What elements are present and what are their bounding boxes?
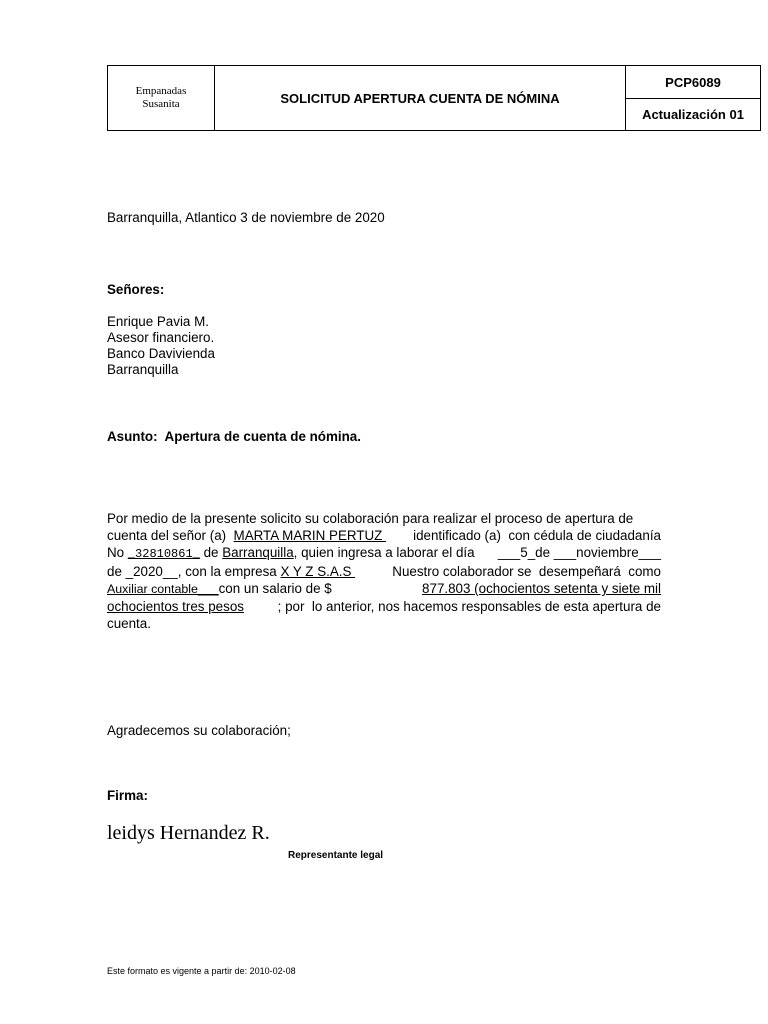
recipient-name: Enrique Pavia M. <box>107 314 209 329</box>
id-city: Barranquilla <box>222 545 294 560</box>
employee-name: MARTA MARIN PERTUZ <box>233 528 387 543</box>
body-text: Nuestro colaborador se desempeñará como <box>392 564 661 579</box>
body-paragraph <box>107 510 661 632</box>
body-text: ; por lo anterior, nos hacemos responsables de esta apertura de <box>277 599 661 614</box>
document-code: PCP6089 <box>626 66 760 99</box>
body-text: , quien ingresa a laborar el día <box>293 545 479 560</box>
company-name: X Y Z S.A.S <box>280 564 356 579</box>
company-name-line1: Empanadas <box>135 85 187 97</box>
body-text: de <box>199 545 223 560</box>
body-text: identificado (a) con cédula de ciudadanía <box>413 528 661 543</box>
body-text: No <box>107 545 128 560</box>
recipient-block <box>107 314 215 378</box>
body-line <box>107 527 661 544</box>
footer-note: Este formato es vigente a partir de: 2010-02-08 <box>107 966 296 976</box>
date-line: Barranquilla, Atlantico 3 de noviembre de 2020 <box>107 210 385 225</box>
document-title: SOLICITUD APERTURA CUENTA DE NÓMINA <box>280 90 560 106</box>
recipient-city: Barranquilla <box>107 362 179 377</box>
closing-line: Agradecemos su colaboración; <box>107 723 291 738</box>
recipient-bank: Banco Davivienda <box>107 346 215 361</box>
body-text: cuenta del señor (a) <box>107 528 234 543</box>
salary-words: ochocientos tres pesos <box>107 599 244 614</box>
body-text: cuenta. <box>107 616 151 631</box>
id-number: _32810861_ <box>127 547 200 561</box>
document-version: Actualización 01 <box>642 107 744 122</box>
body-text: con un salario de $ <box>218 581 332 596</box>
company-logo-cell <box>108 66 215 130</box>
start-month: ___noviembre___ <box>553 545 661 560</box>
body-line <box>107 563 661 580</box>
start-day: ___5_ <box>497 545 536 560</box>
start-year: _2020__ <box>125 564 178 579</box>
subject-line: Asunto: Apertura de cuenta de nómina. <box>107 429 361 444</box>
company-name-line2: Susanita <box>142 98 180 110</box>
body-text: de <box>535 545 554 560</box>
body-text: de <box>107 564 126 579</box>
body-line <box>107 615 661 632</box>
header-table <box>107 65 761 131</box>
body-line <box>107 544 661 563</box>
document-code-cell <box>625 66 760 130</box>
signature-name: leidys Hernandez R. <box>107 822 270 844</box>
salary-amount: 877.803 (ochocientos setenta y siete mil <box>422 581 661 596</box>
salutation: Señores: <box>107 282 165 297</box>
body-line <box>107 598 661 615</box>
body-line <box>107 580 661 598</box>
body-line <box>107 510 661 527</box>
signer-role: Representante legal <box>288 850 384 861</box>
body-text: , con la empresa <box>177 564 281 579</box>
signature-label: Firma: <box>107 788 148 803</box>
position: Auxiliar contable___ <box>107 582 219 596</box>
body-text: Por medio de la presente solicito su colaboración para realizar el proceso de apertura de <box>107 511 634 526</box>
recipient-role: Asesor financiero. <box>107 330 215 345</box>
